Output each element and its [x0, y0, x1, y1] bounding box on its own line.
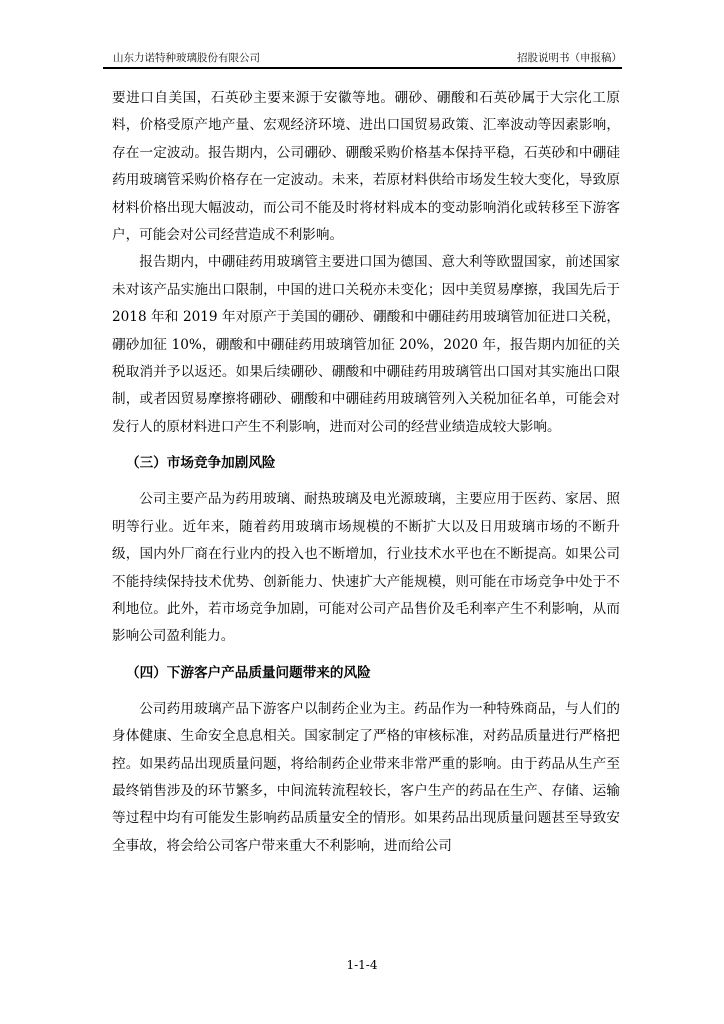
document-body [112, 85, 620, 860]
paragraph-market-competition: 公司主要产品为药用玻璃、耐热玻璃及电光源玻璃，主要应用于医药、家居、照明等行业。近年来，随着药用玻璃市场规模的不断扩大以及日用玻璃市场的不断升级，国内外厂商在行业内的投入也不断增加，行业技术水平也在不断提高。如果公司不能持续保持技术优势、创新能力、快速扩大产能规模，则可能在市场竞争中处于不利地位。此外，若市场竞争加剧，可能对公司产品售价及毛利率产生不利影响，从而影响公司盈利能力。 [112, 491, 620, 645]
paragraph-raw-material-prices: 要进口自美国，石英砂主要来源于安徽等地。硼砂、硼酸和石英砂属于大宗化工原料，价格受原产地产量、宏观经济环境、进出口国贸易政策、汇率波动等因素影响，存在一定波动。报告期内，公司硼砂、硼酸采购价格基本保持平稳，石英砂和中硼硅药用玻璃管采购价格存在一定波动。未来，若原材料供给市场发生较大变化，导致原材料价格出现大幅波动，而公司不能及时将材料成本的变动影响消化或转移至下游客户，可能会对公司经营造成不利影响。 [112, 90, 620, 244]
page-header [103, 48, 622, 66]
header-divider [103, 67, 622, 69]
paragraph-import-tariffs: 报告期内，中硼硅药用玻璃管主要进口国为德国、意大利等欧盟国家，前述国家未对该产品实施出口限制，中国的进口关税亦未变化；因中美贸易摩擦，我国先后于 2018 年和 2019 年对原产于美国的硼砂、硼酸和中硼硅药用玻璃管加征进口关税，硼砂加征 10%，硼酸和中硼硅药用玻璃管加征 20%，2020 年，报告期内加征的关税取消并予以返还。如果后续硼砂、硼酸和中硼硅药用玻璃管出口国对其实施出口限制，或者因贸易摩擦将硼砂、硼酸和中硼硅药用玻璃管列入关税加征名单，可能会对发行人的原材料进口产生不利影响，进而对公司的经营业绩造成较大影响。 [112, 254, 620, 435]
section-heading-market-competition: （三）市场竞争加剧风险 [126, 455, 276, 472]
document-type: 招股说明书（申报稿） [517, 52, 622, 64]
page-number: 1-1-4 [346, 958, 378, 972]
paragraph-downstream-quality: 公司药用玻璃产品下游客户以制药企业为主。药品作为一种特殊商品，与人们的身体健康、生命安全息息相关。国家制定了严格的审核标准，对药品质量进行严格把控。如果药品出现质量问题，将给制药企业带来非常严重的影响。由于药品从生产至最终销售涉及的环节繁多，中间流转流程较长，客户生产的药品在生产、存储、运输等过程中均有可能发生影响药品质量安全的情形。如果药品出现质量问题甚至导致安全事故，将会给公司客户带来重大不利影响，进而给公司 [112, 700, 620, 854]
section-heading-downstream-quality: （四）下游客户产品质量问题带来的风险 [126, 664, 371, 681]
company-name: 山东力诺特种玻璃股份有限公司 [113, 52, 260, 64]
